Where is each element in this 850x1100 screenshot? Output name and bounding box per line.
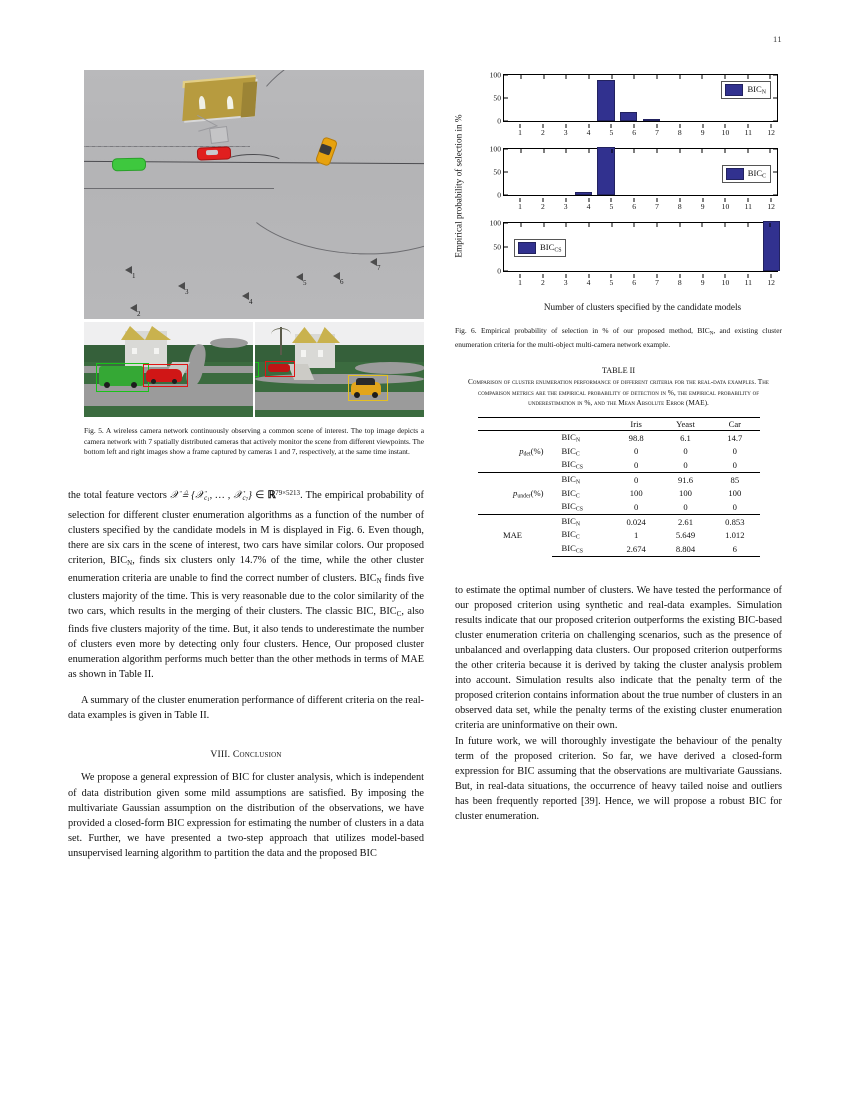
camera-icon bbox=[125, 266, 132, 274]
xtick: 3 bbox=[563, 278, 568, 287]
legend-label bbox=[748, 168, 766, 179]
metric-suffix: (%) bbox=[530, 445, 544, 456]
xtick: 6 bbox=[632, 128, 637, 137]
table-header-row bbox=[478, 417, 760, 430]
camera-label: 5 bbox=[303, 279, 307, 287]
xtick: 9 bbox=[700, 128, 705, 137]
scene-antenna-group bbox=[196, 120, 228, 144]
metric-symbol: p bbox=[519, 445, 524, 456]
p1-part-d: finds five clusters majority of the time. This is very reasonable due to the color similarity of the two cars, which results in the merging of their clusters. The classic BIC, BIC bbox=[68, 573, 424, 618]
frame-bbox-red bbox=[265, 361, 295, 377]
panel2-xticks bbox=[503, 198, 778, 212]
criterion-label: $BIC_C$ bbox=[561, 445, 580, 458]
legend-swatch-icon bbox=[725, 84, 743, 96]
frame-road-far bbox=[210, 338, 248, 348]
panel1-xticks bbox=[503, 124, 778, 138]
cell: 0 bbox=[732, 459, 737, 470]
cell: 91.6 bbox=[661, 472, 710, 486]
camera-icon bbox=[296, 273, 303, 281]
xtick: 1 bbox=[518, 278, 522, 287]
chart-x-axis-label-wrap bbox=[469, 294, 782, 310]
frame-house-window-1 bbox=[132, 348, 137, 354]
xtick: 11 bbox=[744, 202, 752, 211]
xtick: 7 bbox=[655, 202, 659, 211]
table-2-caption: Comparison of cluster enumeration performance of different criteria for the real-data examples. The comparison metrics are the empirical probability of detection in %, the empirical probability of underestimation in %, and the Mean Absolute Error (MAE). bbox=[468, 377, 769, 408]
frame-bbox-green bbox=[96, 363, 149, 392]
figure-5-caption-text: A wireless camera network continuously observing a common scene of interest. The top image depicts a camera network with 7 spatially distributed cameras that actively monitor the scene from different viewpoints. The bottom left and right images show a frame captured by cameras 1 and 7, respectively, at the same time instant. bbox=[84, 426, 424, 457]
figure-5-camera1-frame bbox=[84, 322, 253, 417]
panel2-ytick-0: 0 bbox=[497, 190, 501, 200]
bar bbox=[597, 147, 614, 195]
figure-5-bottom-images bbox=[84, 322, 424, 417]
cell: 0 bbox=[683, 459, 688, 470]
cell: 5.649 bbox=[675, 530, 696, 541]
criterion-label: $BIC_N$ bbox=[552, 430, 612, 444]
cell: 6.1 bbox=[661, 430, 710, 444]
frame-bbox-yellow bbox=[348, 375, 388, 401]
camera-label: 7 bbox=[377, 264, 381, 272]
xtick: 10 bbox=[721, 202, 730, 211]
camera-marker-4 bbox=[242, 292, 253, 306]
metric-suffix: (%) bbox=[530, 487, 544, 498]
section-heading-conclusion bbox=[68, 749, 424, 760]
xtick: 5 bbox=[609, 202, 614, 211]
figure-6-caption bbox=[455, 326, 782, 350]
cell: 0 bbox=[683, 446, 688, 457]
panel3-legend bbox=[514, 239, 566, 257]
camera-marker-5 bbox=[296, 273, 307, 287]
section-title: Conclusion bbox=[232, 749, 282, 761]
right-column bbox=[455, 70, 782, 824]
math-reals: ℝ bbox=[267, 489, 276, 501]
camera-icon bbox=[242, 292, 249, 300]
table-2 bbox=[455, 366, 782, 556]
figure-6-caption-text2: , and existing cluster enumeration criteria for the multi-object multi-camera network example. bbox=[455, 326, 782, 349]
xtick: 1 bbox=[518, 128, 522, 137]
panel2-ytick-50: 50 bbox=[493, 167, 501, 177]
xtick: 8 bbox=[677, 278, 682, 287]
cell: 100 bbox=[728, 488, 742, 499]
camera-label: 4 bbox=[249, 298, 253, 306]
xtick: 8 bbox=[677, 128, 682, 137]
legend-subscript: N bbox=[761, 89, 766, 96]
p1-part-b: The empirical probability of selection for different cluster enumeration algorithms as a function of the number of clusters specified by the candidate models in M is displayed in Fig. 6. Even though, there are six cars in the scene of interest, two cars have similar colors. Our proposed criterion, BIC bbox=[68, 489, 424, 567]
camera-label: 1 bbox=[132, 272, 136, 280]
xtick: 6 bbox=[632, 278, 637, 287]
left-column bbox=[68, 70, 424, 861]
xtick: 3 bbox=[563, 202, 568, 211]
panel1-axes bbox=[489, 70, 778, 126]
figure-5-camera7-frame bbox=[255, 322, 424, 417]
cell: 0.853 bbox=[710, 514, 759, 528]
scene-building-side bbox=[241, 81, 258, 117]
xtick: 10 bbox=[721, 128, 730, 137]
xtick: 12 bbox=[767, 128, 775, 137]
column-header-iris: Iris bbox=[612, 417, 661, 430]
legend-swatch-icon bbox=[518, 242, 536, 254]
criterion-label: $BIC_{CS}$ bbox=[552, 542, 612, 556]
cell: 8.804 bbox=[661, 542, 710, 556]
panel1-ytick-100: 100 bbox=[489, 70, 501, 80]
camera-marker-1 bbox=[125, 266, 136, 280]
xtick: 7 bbox=[655, 128, 659, 137]
legend-subscript: CS bbox=[554, 247, 562, 254]
xtick: 5 bbox=[609, 278, 614, 287]
panel3-ytick-0: 0 bbox=[497, 266, 501, 276]
panel3-ytick-50: 50 bbox=[493, 242, 501, 252]
scene-road-wiggle bbox=[222, 154, 284, 172]
p1-part-e: , also finds five clusters majority of the time. But, it also tends to underestimate the number of clusters even more by detecting only four clusters. Hence, Our proposed cluster enumeration algorithm performs much better than the other methods in terms of MAE as shown in Table II. bbox=[68, 606, 424, 681]
chart-panel-bicn bbox=[469, 70, 782, 140]
legend-text: BIC bbox=[747, 84, 762, 95]
frame-house-window-2 bbox=[154, 348, 159, 354]
panel2-ytick-100: 100 bbox=[489, 144, 501, 154]
frame-bbox-green-edge bbox=[255, 362, 259, 377]
page-number: 11 bbox=[773, 34, 782, 44]
chart-panel-biccs bbox=[469, 218, 782, 290]
xtick: 12 bbox=[767, 202, 775, 211]
metric-label-punder bbox=[478, 472, 552, 514]
bar bbox=[620, 112, 637, 121]
camera-marker-2 bbox=[130, 304, 141, 318]
legend-swatch-icon bbox=[726, 168, 744, 180]
camera-icon bbox=[333, 272, 340, 280]
p1-part-c: , finds six clusters only 14.7% of the time, while the other cluster enumeration criteria are unable to find the correct number of clusters. BIC bbox=[68, 555, 424, 585]
frame-road-far bbox=[355, 362, 424, 374]
figure-6-chart bbox=[455, 70, 782, 320]
panel1-ytick-50: 50 bbox=[493, 93, 501, 103]
figure-5-caption bbox=[84, 426, 424, 458]
cell: 2.674 bbox=[612, 542, 661, 556]
frame-bbox-red bbox=[143, 364, 188, 387]
paragraph-conclusion-1: We propose a general expression of BIC for cluster analysis, which is independent of data distribution given some mild assumptions are satisfied. By imposing the multivariate Gaussian assumption on the distribution of the observations, we have provided a closed-form BIC expression for estimating the number of clusters in a data set. Further, we have presented a two-step approach that utilizes model-based unsupervised learning algorithm to partition the data and the proposed BIC bbox=[68, 772, 424, 859]
xtick: 4 bbox=[586, 278, 591, 287]
cell: 0 bbox=[732, 446, 737, 457]
panel3-xticks bbox=[503, 274, 778, 288]
cell: 100 bbox=[679, 488, 692, 499]
legend-text: BIC bbox=[540, 242, 555, 253]
cell: 6 bbox=[710, 542, 759, 556]
cell: 14.7 bbox=[710, 430, 759, 444]
header-blank-criterion bbox=[552, 417, 612, 430]
figure-5 bbox=[84, 70, 424, 458]
frame-road-front bbox=[255, 392, 424, 410]
criterion-label: $BIC_C$ bbox=[561, 487, 580, 499]
table-2-grid bbox=[478, 417, 760, 557]
panel3-ytick-100: 100 bbox=[489, 218, 501, 228]
table-row bbox=[478, 514, 760, 528]
figure-5-top-image bbox=[84, 70, 424, 319]
paragraph-results: the total feature vectors 𝒳 ≜ {𝒳$_{c_1}$, … , 𝒳$_{c_7}$} ∈ ℝ$^{79\times 5213}$. The empirical probability of selection for different cluster enumeration algorithms as a function of the number of clusters specified by the candidate models in M is displayed in Fig. 6. Even though, there are six cars in the scene of interest, two cars have similar colors. Our proposed criterion, $BIC_N$, finds six clusters only 14.7% of the time, while the other cluster enumeration criteria are unable to find the correct number of clusters. $BIC_N$ finds five clusters majority of the time. This is very reasonable due to the color similarity of the two cars, which results in the merging of their clusters. The classic BIC, $BIC_C$, also finds five clusters majority of the time. But, it also tends to underestimate the number of clusters even more by detecting only four clusters. Hence, Our proposed cluster enumeration algorithm performs much better than the other methods in terms of MAE as shown in Table II. bbox=[68, 488, 424, 681]
xtick: 9 bbox=[700, 278, 705, 287]
metric-subscript: under bbox=[517, 492, 531, 499]
xtick: 7 bbox=[655, 278, 659, 287]
paragraph-conclusion-2: to estimate the optimal number of clusters. We have tested the performance of our proposed criterion using synthetic and real-data examples. Simulation results indicate that our proposed criterion outperforms the existing BIC-based cluster enumeration criteria on challenging scenarios, such as the presence of unbalanced and overlapping data clusters. Our proposed criterion outperforms the other criteria because it is derived by taking the cluster analysis problem into account. Simulation results also indicate that the penalty term of the proposed criterion contains information about the true number of clusters in an observed data set, while the penalty terms of the existing cluster enumeration criteria are uninformative on their own. bbox=[455, 584, 782, 732]
scene-car-green bbox=[112, 158, 146, 172]
chart-x-axis-label: Number of clusters specified by the candidate models bbox=[543, 302, 742, 312]
cell: 98.8 bbox=[612, 430, 661, 444]
camera-label: 6 bbox=[340, 278, 344, 286]
criterion-label: $BIC_C$ bbox=[561, 529, 580, 541]
right-column-body bbox=[455, 583, 782, 825]
figure-6-caption-label: Fig. 6. bbox=[455, 326, 477, 335]
chart-y-axis-label-text: Empirical probability of selection in % bbox=[454, 114, 465, 258]
metric-label-pdet bbox=[478, 430, 552, 472]
xtick: 2 bbox=[540, 202, 545, 211]
figure-6-caption-text: Empirical probability of selection in % of our proposed method, BIC bbox=[480, 326, 710, 335]
legend-subscript: C bbox=[762, 173, 766, 180]
xtick: 5 bbox=[609, 128, 614, 137]
cell: 1 bbox=[634, 530, 639, 541]
camera-marker-7 bbox=[370, 258, 381, 272]
cell: 0 bbox=[683, 501, 688, 512]
bar bbox=[643, 119, 660, 121]
criterion-label: $BIC_N$ bbox=[552, 514, 612, 528]
left-column-body bbox=[68, 486, 424, 861]
criterion-label: $BIC_N$ bbox=[552, 472, 612, 486]
xtick: 3 bbox=[563, 128, 568, 137]
legend-label bbox=[747, 84, 766, 95]
legend-label bbox=[540, 242, 561, 253]
xtick: 1 bbox=[518, 202, 522, 211]
camera-icon bbox=[130, 304, 137, 312]
xtick: 6 bbox=[632, 202, 637, 211]
metric-label-mae: MAE bbox=[478, 514, 552, 556]
panel1-ytick-0: 0 bbox=[497, 116, 501, 126]
cell: 0 bbox=[612, 472, 661, 486]
panel1-legend bbox=[721, 81, 771, 99]
camera-label: 2 bbox=[137, 310, 141, 318]
figure-6-caption-sub: N bbox=[709, 331, 714, 337]
paragraph-future-work: In future work, we will thoroughly investigate the behaviour of the penalty term of the proposed criterion. So far, we have derived a closed-form expression for BIC assuming that the observations are multivariate Gaussians. But, in real-data situations, the occurrence of heavy tailed noise and outliers has been frequently reported [39]. Hence, we will propose a robust BIC for cluster enumeration. bbox=[455, 735, 782, 823]
xtick: 10 bbox=[721, 278, 730, 287]
scene-car-red-window bbox=[206, 150, 218, 155]
camera-icon bbox=[178, 282, 185, 290]
column-header-car: Car bbox=[710, 417, 759, 430]
table-row bbox=[478, 430, 760, 444]
chart-panels bbox=[469, 70, 782, 310]
cell: 2.61 bbox=[661, 514, 710, 528]
xtick: 9 bbox=[700, 202, 705, 211]
antenna-box bbox=[209, 126, 229, 144]
bar bbox=[575, 192, 592, 195]
column-header-yeast: Yeast bbox=[661, 417, 710, 430]
xtick: 11 bbox=[744, 128, 752, 137]
frame-house-window-2 bbox=[318, 350, 323, 357]
metric-subscript: det bbox=[523, 451, 531, 458]
xtick: 4 bbox=[586, 202, 591, 211]
xtick: 2 bbox=[540, 128, 545, 137]
table-2-title: TABLE II bbox=[601, 366, 636, 376]
cell: 0 bbox=[634, 459, 639, 470]
metric-symbol: p bbox=[513, 487, 518, 498]
cell: 85 bbox=[710, 472, 759, 486]
chart-panel-bicc bbox=[469, 144, 782, 214]
criterion-label: $BIC_{CS}$ bbox=[561, 501, 583, 513]
criterion-label: $BIC_{CS}$ bbox=[561, 459, 583, 471]
bar bbox=[597, 80, 614, 121]
camera-marker-3 bbox=[178, 282, 189, 296]
section-number: VIII. bbox=[210, 749, 231, 761]
paragraph-summary: A summary of the cluster enumeration performance of different criteria on the real-data examples is given in Table II. bbox=[68, 695, 424, 722]
xtick: 12 bbox=[767, 278, 775, 287]
xtick: 4 bbox=[586, 128, 591, 137]
camera-marker-6 bbox=[333, 272, 344, 286]
frame-tree-branches bbox=[271, 328, 291, 341]
cell: 0 bbox=[732, 501, 737, 512]
xtick: 11 bbox=[744, 278, 752, 287]
math-feature-vectors: 𝒳 ≜ {𝒳$_{c_1}$, … , 𝒳$_{c_7}$} bbox=[170, 489, 253, 503]
camera-label: 3 bbox=[185, 288, 189, 296]
xtick: 8 bbox=[677, 202, 682, 211]
camera-icon bbox=[370, 258, 377, 266]
panel2-legend bbox=[722, 165, 771, 183]
table-row bbox=[478, 472, 760, 486]
frame-house-window-1 bbox=[301, 350, 306, 357]
figure-5-caption-label: Fig. 5. bbox=[84, 426, 104, 435]
p1-part-a: the total feature vectors bbox=[68, 489, 171, 501]
cell: 0.024 bbox=[612, 514, 661, 528]
panel2-axes bbox=[489, 144, 778, 200]
cell: 1.012 bbox=[725, 530, 745, 541]
cell: 0 bbox=[634, 446, 639, 457]
legend-text: BIC bbox=[747, 168, 763, 179]
xtick: 2 bbox=[540, 278, 545, 287]
panel3-axes bbox=[489, 218, 778, 276]
chart-y-axis-label bbox=[452, 70, 466, 302]
cell: 100 bbox=[629, 488, 643, 499]
cell: 0 bbox=[634, 501, 639, 512]
header-blank-metric bbox=[478, 417, 552, 430]
bar bbox=[763, 221, 780, 271]
